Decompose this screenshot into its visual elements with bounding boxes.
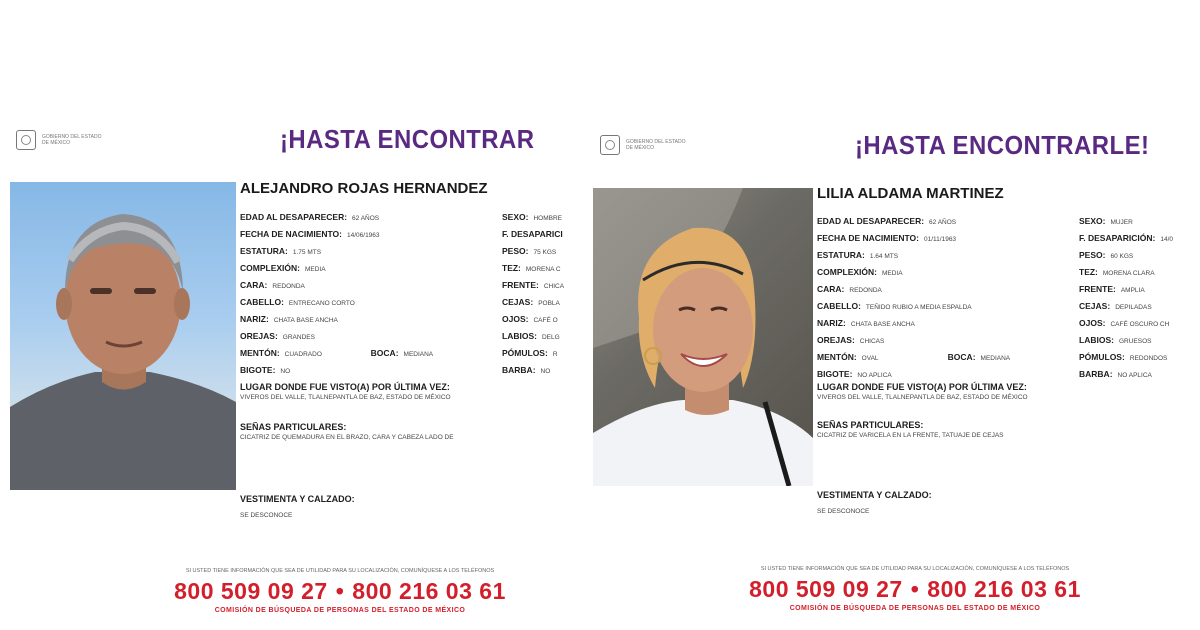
detail-row <box>817 280 1200 297</box>
field-label: MENTÓN: <box>817 352 857 363</box>
section-title: VESTIMENTA Y CALZADO: <box>817 490 932 500</box>
field-label: MENTÓN: <box>240 348 280 359</box>
person-photo <box>10 182 236 490</box>
agency-name: COMISIÓN DE BÚSQUEDA DE PERSONAS DEL ESTADO DE MÉXICO <box>214 607 466 614</box>
missing-person-poster-left <box>0 120 590 630</box>
field-label: ESTATURA: <box>240 245 288 256</box>
field-value: POBLA <box>538 300 560 308</box>
section-value: VIVEROS DEL VALLE, TLALNEPANTLA DE BAZ, ESTADO DE MÉXICO <box>240 394 451 401</box>
field-label: FRENTE: <box>1079 283 1116 294</box>
section-title: SEÑAS PARTICULARES: <box>240 422 347 432</box>
government-logo <box>16 130 102 150</box>
field-label: BOCA: <box>947 352 976 363</box>
field-label: BIGOTE: <box>817 369 853 380</box>
field-value: ENTRECANO CORTO <box>288 300 355 308</box>
field-value: GRUESOS <box>1118 338 1152 346</box>
section-value: CICATRIZ DE VARICELA EN LA FRENTE, TATUAJE DE CEJAS <box>817 432 1004 439</box>
field-label: OREJAS: <box>240 331 278 342</box>
field-value: MEDIA <box>304 265 326 273</box>
field-value: REDONDA <box>272 282 305 290</box>
field-label: PESO: <box>502 245 529 256</box>
detail-row <box>817 349 1200 366</box>
field-label: OJOS: <box>1079 318 1106 329</box>
section-title: LUGAR DONDE FUE VISTO(A) POR ÚLTIMA VEZ: <box>817 382 1027 392</box>
field-value: NO APLICA <box>1117 372 1152 380</box>
detail-row <box>817 315 1200 332</box>
clothing-section <box>240 494 355 519</box>
field-label: BARBA: <box>502 365 536 376</box>
field-value: MEDIANA <box>980 355 1011 363</box>
field-label: FECHA DE NACIMIENTO: <box>817 232 919 243</box>
field-value: 60 KGS <box>1110 252 1134 260</box>
field-label: FRENTE: <box>502 279 539 290</box>
field-value: HOMBRE <box>533 214 562 222</box>
field-value: MEDIANA <box>403 351 434 359</box>
bullet-separator: • <box>335 578 345 604</box>
section-value: SE DESCONOCE <box>817 508 870 515</box>
agency-name: COMISIÓN DE BÚSQUEDA DE PERSONAS DEL ESTADO DE MÉXICO <box>789 605 1041 612</box>
field-value: 1.75 MTS <box>292 248 322 256</box>
field-label: BIGOTE: <box>240 365 276 376</box>
field-value: MORENA C <box>525 265 561 273</box>
field-label: SEXO: <box>502 211 529 222</box>
field-label: FECHA DE NACIMIENTO: <box>240 228 342 239</box>
clothing-section <box>817 490 932 515</box>
field-value: R <box>552 351 558 359</box>
field-value: MEDIA <box>881 269 903 277</box>
personal-details <box>240 208 590 379</box>
field-label: PESO: <box>1079 249 1106 260</box>
detail-row <box>240 362 590 379</box>
field-label: LABIOS: <box>1079 335 1114 346</box>
logo-text: GOBIERNO DEL ESTADO DE MÉXICO <box>42 134 102 146</box>
field-label: PÓMULOS: <box>1079 352 1125 363</box>
field-label: TEZ: <box>502 262 521 273</box>
distinguishing-marks-section <box>240 422 590 441</box>
field-label: BARBA: <box>1079 369 1113 380</box>
field-label: CABELLO: <box>240 297 284 308</box>
field-label: NARIZ: <box>817 318 846 329</box>
field-value: DEPILADAS <box>1115 304 1152 312</box>
field-label: F. DESAPARICI <box>502 228 563 239</box>
phone-number[interactable]: 800 509 09 27 <box>174 578 328 604</box>
field-value: CHATA BASE ANCHA <box>273 317 338 325</box>
field-value: CUADRADO <box>284 351 322 359</box>
section-title: SEÑAS PARTICULARES: <box>817 420 924 430</box>
field-label: PÓMULOS: <box>502 348 548 359</box>
missing-person-poster-right <box>590 120 1200 630</box>
section-value: VIVEROS DEL VALLE, TLALNEPANTLA DE BAZ, ESTADO DE MÉXICO <box>817 394 1028 401</box>
field-label: CABELLO: <box>817 301 861 312</box>
field-value: MORENA CLARA <box>1102 269 1155 277</box>
seal-icon <box>16 130 36 150</box>
field-label: EDAD AL DESAPARECER: <box>817 215 925 226</box>
field-label: OJOS: <box>502 314 529 325</box>
detail-row <box>240 311 590 328</box>
field-value: AMPLIA <box>1120 286 1145 294</box>
detail-row <box>817 212 1200 229</box>
logo-text: GOBIERNO DEL ESTADO DE MÉXICO <box>626 139 686 151</box>
detail-row <box>817 246 1200 263</box>
person-name: ALEJANDRO ROJAS HERNANDEZ <box>240 180 488 197</box>
woman-portrait-illustration <box>593 188 813 486</box>
field-value: MUJER <box>1110 218 1133 226</box>
detail-row <box>240 345 590 362</box>
field-label: CEJAS: <box>502 297 534 308</box>
detail-row <box>240 242 590 259</box>
section-title: VESTIMENTA Y CALZADO: <box>240 494 355 504</box>
field-value: 62 AÑOS <box>929 218 957 226</box>
field-label: COMPLEXIÓN: <box>817 266 877 277</box>
field-value: 14/0 <box>1160 235 1174 243</box>
field-value: 1.64 MTS <box>869 252 899 260</box>
field-value: NO <box>280 368 291 376</box>
personal-details <box>817 212 1200 383</box>
field-label: LABIOS: <box>502 331 537 342</box>
detail-row <box>240 293 590 310</box>
field-value: OVAL <box>861 355 879 363</box>
field-value: REDONDOS <box>1129 355 1168 363</box>
field-value: 01/11/1963 <box>924 235 957 243</box>
field-label: CEJAS: <box>1079 301 1111 312</box>
field-value: 62 AÑOS <box>352 214 380 222</box>
person-photo <box>593 188 813 486</box>
detail-row <box>817 263 1200 280</box>
detail-row <box>817 297 1200 314</box>
field-label: COMPLEXIÓN: <box>240 262 300 273</box>
contact-footer <box>110 568 570 614</box>
footer-note: SI USTED TIENE INFORMACIÓN QUE SEA DE UTILIDAD PARA SU LOCALIZACIÓN, COMUNÍQUESE A LOS TELÉFONOS <box>760 566 1070 572</box>
field-label: CARA: <box>240 279 268 290</box>
bullet-separator: • <box>910 576 920 602</box>
person-name: LILIA ALDAMA MARTINEZ <box>817 185 1004 202</box>
field-value: DELG <box>541 334 560 342</box>
field-label: F. DESAPARICIÓN: <box>1079 232 1156 243</box>
field-value: CHICAS <box>859 338 885 346</box>
detail-row <box>240 208 590 225</box>
phone-number[interactable]: 800 216 03 61 <box>352 578 506 604</box>
detail-row <box>817 366 1200 383</box>
field-value: 75 KGS <box>533 248 557 256</box>
detail-row <box>240 276 590 293</box>
phone-number[interactable]: 800 216 03 61 <box>927 576 1081 602</box>
seal-icon <box>600 135 620 155</box>
last-seen-section <box>240 382 451 401</box>
section-value: CICATRIZ DE QUEMADURA EN EL BRAZO, CARA Y CABEZA LADO DE <box>240 434 454 441</box>
detail-row <box>817 229 1200 246</box>
detail-row <box>240 259 590 276</box>
field-label: ESTATURA: <box>817 249 865 260</box>
man-portrait-illustration <box>10 182 236 490</box>
footer-note: SI USTED TIENE INFORMACIÓN QUE SEA DE UTILIDAD PARA SU LOCALIZACIÓN, COMUNÍQUESE A LOS TELÉFONOS <box>185 568 495 574</box>
section-title: LUGAR DONDE FUE VISTO(A) POR ÚLTIMA VEZ: <box>240 382 450 392</box>
field-value: GRANDES <box>282 334 315 342</box>
headline: ¡HASTA ENCONTRARLE! <box>855 130 1150 160</box>
government-logo <box>600 135 686 155</box>
field-label: EDAD AL DESAPARECER: <box>240 211 348 222</box>
field-value: REDONDA <box>849 286 882 294</box>
field-label: NARIZ: <box>240 314 269 325</box>
field-value: CHICA <box>543 282 565 290</box>
phone-numbers <box>110 578 570 605</box>
field-label: CARA: <box>817 283 845 294</box>
contact-footer <box>680 566 1150 612</box>
field-label: SEXO: <box>1079 215 1106 226</box>
field-label: BOCA: <box>370 348 399 359</box>
headline: ¡HASTA ENCONTRAR <box>280 124 535 154</box>
last-seen-section <box>817 382 1028 401</box>
field-value: CAFÉ O <box>533 317 558 325</box>
section-value: SE DESCONOCE <box>240 512 293 519</box>
field-value: CAFÉ OSCURO CH <box>1110 321 1170 329</box>
field-value: NO <box>540 368 551 376</box>
field-label: TEZ: <box>1079 266 1098 277</box>
detail-row <box>240 328 590 345</box>
field-value: TEÑIDO RUBIO A MEDIA ESPALDA <box>865 304 972 312</box>
detail-row <box>817 332 1200 349</box>
detail-row <box>240 225 590 242</box>
phone-numbers <box>680 576 1150 603</box>
field-value: 14/06/1963 <box>347 231 380 239</box>
field-value: NO APLICA <box>857 372 892 380</box>
field-value: CHATA BASE ANCHA <box>850 321 915 329</box>
distinguishing-marks-section <box>817 420 1200 439</box>
field-label: OREJAS: <box>817 335 855 346</box>
phone-number[interactable]: 800 509 09 27 <box>749 576 903 602</box>
